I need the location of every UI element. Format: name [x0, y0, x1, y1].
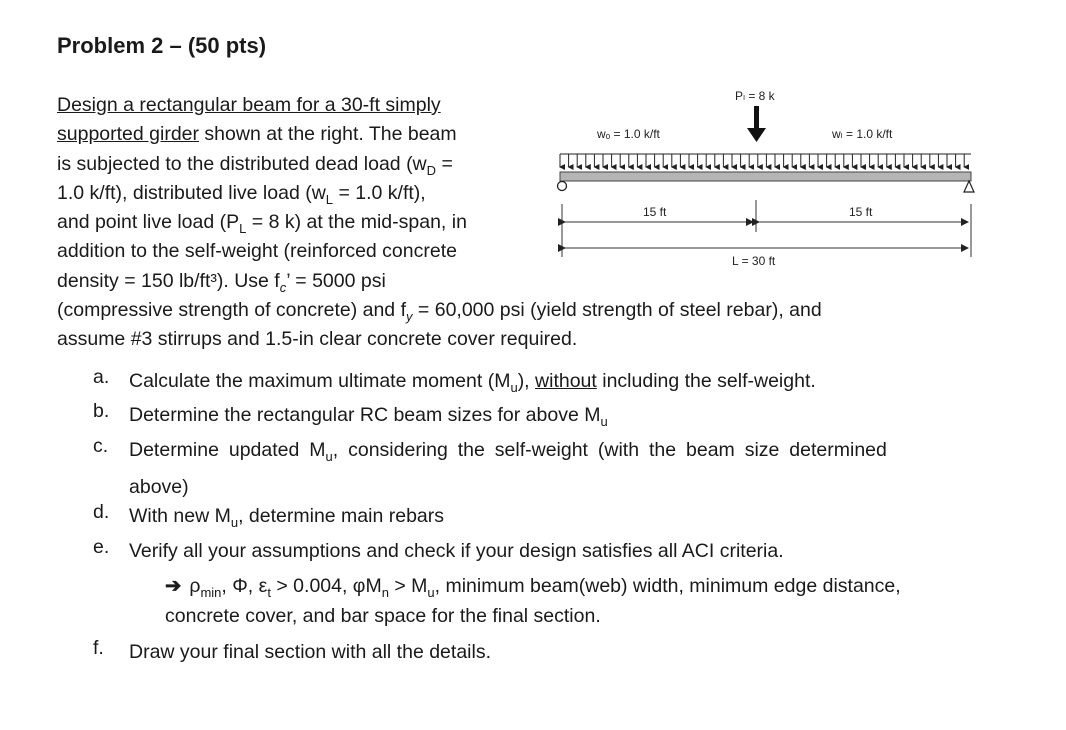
left-span-label: 15 ft — [643, 205, 667, 219]
subscript: t — [267, 584, 271, 600]
point-load-arrow — [747, 106, 766, 142]
task-label: d. — [93, 501, 110, 523]
beam — [560, 172, 971, 181]
statement-line: Design a rectangular beam for a 30-ft simply — [57, 94, 441, 116]
task-text: Verify all your assumptions and check if your design satisfies all ACI criteria. — [129, 540, 784, 562]
subscript: u — [600, 413, 608, 429]
task-text-part: Determine updated M — [129, 439, 326, 461]
subscript: u — [510, 379, 518, 395]
task-text-part: Calculate the maximum ultimate moment (M — [129, 370, 511, 392]
statement-text: ’ = 5000 psi — [286, 269, 386, 292]
statement-text: is subjected to the distributed dead load (w — [57, 152, 427, 175]
dead-load-label: wₒ = 1.0 k/ft — [597, 127, 660, 141]
statement-text: = 60,000 psi (yield strength of steel rebar), and — [412, 299, 822, 322]
task-text-part: Determine the rectangular RC beam sizes for above M — [129, 404, 601, 426]
total-span-label: L = 30 ft — [732, 254, 776, 268]
task-text-part: , determine main rebars — [238, 505, 445, 527]
statement-line — [57, 296, 822, 325]
criteria-text: , Φ, ε — [221, 575, 268, 597]
criteria-text: > M — [388, 575, 428, 597]
statement-text: = 8 k) at the mid-span, in — [246, 211, 467, 234]
subscript: min — [200, 584, 222, 600]
subscript: u — [230, 514, 239, 530]
subscript: u — [427, 584, 435, 600]
subscript: c — [279, 279, 287, 295]
task-emphasis: without — [535, 370, 597, 392]
subscript: L — [239, 221, 247, 237]
statement-text: (compressive strength of concrete) and f — [57, 299, 406, 322]
task-text-line — [129, 435, 995, 472]
point-load-label: Pₗ = 8 k — [735, 89, 775, 103]
statement-underlined: supported girder — [57, 123, 200, 146]
right-span-label: 15 ft — [849, 205, 873, 219]
distributed-load-arrows — [560, 154, 971, 167]
live-load-label: wₗ = 1.0 k/ft — [832, 127, 893, 141]
task-label: c. — [93, 435, 109, 457]
statement-line: assume #3 stirrups and 1.5-in clear concrete cover required. — [57, 328, 578, 351]
task-label: e. — [93, 536, 110, 558]
pin-support — [558, 182, 567, 191]
task-text — [129, 501, 995, 538]
subscript: n — [381, 584, 389, 600]
subscript: L — [325, 191, 334, 207]
statement-text: = 1.0 k/ft), — [333, 181, 426, 204]
statement-text: shown at the right. The beam — [199, 123, 457, 146]
task-text — [129, 400, 995, 437]
statement-text: = — [436, 152, 453, 175]
statement-text: density = 150 lb/ft³). Use f — [57, 269, 280, 292]
subscript: y — [406, 308, 413, 324]
criteria-text: concrete cover, and bar space for the final section. — [165, 605, 601, 627]
task-label: b. — [93, 400, 110, 422]
task-text — [129, 366, 995, 403]
arrow-icon: ➔ — [165, 575, 182, 597]
task-text — [129, 435, 995, 502]
task-text-part: With new M — [129, 505, 231, 527]
task-e-criteria-cont — [165, 601, 1025, 631]
beam-diagram — [540, 82, 980, 272]
task-text-part: , considering the self-weight (with the beam size determined — [332, 439, 887, 461]
task-text-line: above) — [129, 475, 189, 498]
task-label: f. — [93, 637, 104, 659]
task-text: Draw your final section with all the details. — [129, 641, 491, 663]
task-label: a. — [93, 366, 110, 388]
subscript: D — [426, 162, 437, 178]
criteria-text: , minimum beam(web) width, minimum edge distance, — [434, 575, 901, 597]
subscript: u — [325, 448, 333, 464]
task-text-part: ), — [517, 370, 536, 392]
statement-line: addition to the self-weight (reinforced concrete — [57, 240, 457, 263]
problem-title: Problem 2 – (50 pts) — [57, 33, 267, 58]
statement-text: and point live load (P — [57, 211, 240, 234]
criteria-text: ρ — [189, 575, 201, 597]
roller-support — [964, 181, 974, 192]
statement-text: 1.0 k/ft), distributed live load (w — [57, 181, 326, 204]
task-text-part: including the self-weight. — [596, 370, 816, 392]
criteria-text: > 0.004, φM — [270, 575, 382, 597]
